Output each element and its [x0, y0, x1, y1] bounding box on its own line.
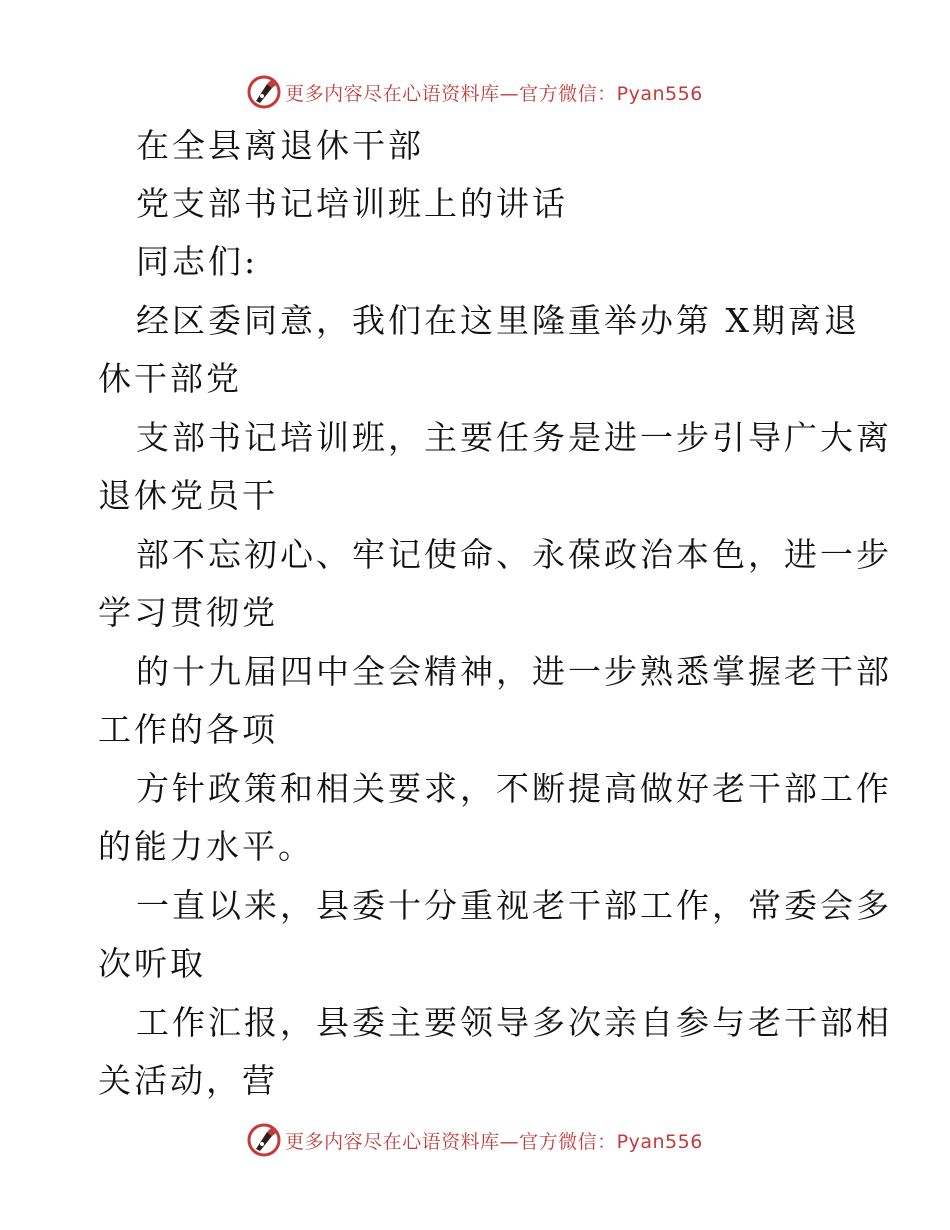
pen-nib-logo-icon — [247, 1123, 281, 1157]
doc-title-line-1: 在全县离退休干部 — [136, 126, 424, 165]
doc-paragraph-line: 支部书记培训班，主要任务是进一步引导广大离 — [136, 418, 892, 457]
footer-watermark — [0, 1120, 950, 1160]
watermark-site-text: 更多内容尽在心语资料库—官方微信： — [285, 82, 617, 105]
doc-paragraph-line: 一直以来，县委十分重视老干部工作，常委会多 — [136, 886, 892, 925]
doc-paragraph-line: 次听取 — [98, 944, 206, 983]
doc-title-line-2: 党支部书记培训班上的讲话 — [136, 184, 568, 223]
doc-paragraph-line: 方针政策和相关要求，不断提高做好老干部工作 — [136, 769, 892, 808]
doc-salutation: 同志们: — [136, 242, 259, 281]
doc-paragraph-line: 关活动，营 — [98, 1061, 278, 1100]
doc-paragraph-line: 工作汇报，县委主要领导多次亲自参与老干部相 — [136, 1003, 892, 1042]
watermark-site-text: 更多内容尽在心语资料库—官方微信： — [285, 1130, 617, 1153]
doc-paragraph-line: 经区委同意，我们在这里隆重举办第 X期离退 — [136, 301, 860, 340]
doc-paragraph-line: 的能力水平。 — [98, 827, 314, 866]
doc-paragraph-line: 部不忘初心、牢记使命、永葆政治本色，进一步 — [136, 535, 892, 574]
watermark-wechat-id: Pyan556 — [616, 1130, 703, 1153]
doc-paragraph-line: 学习贯彻党 — [98, 593, 278, 632]
doc-paragraph-line: 退休党员干 — [98, 476, 278, 515]
doc-paragraph-line: 工作的各项 — [98, 710, 278, 749]
doc-paragraph-line: 休干部党 — [98, 359, 242, 398]
watermark-wechat-id: Pyan556 — [616, 82, 703, 105]
doc-paragraph-line: 的十九届四中全会精神，进一步熟悉掌握老干部 — [136, 652, 892, 691]
